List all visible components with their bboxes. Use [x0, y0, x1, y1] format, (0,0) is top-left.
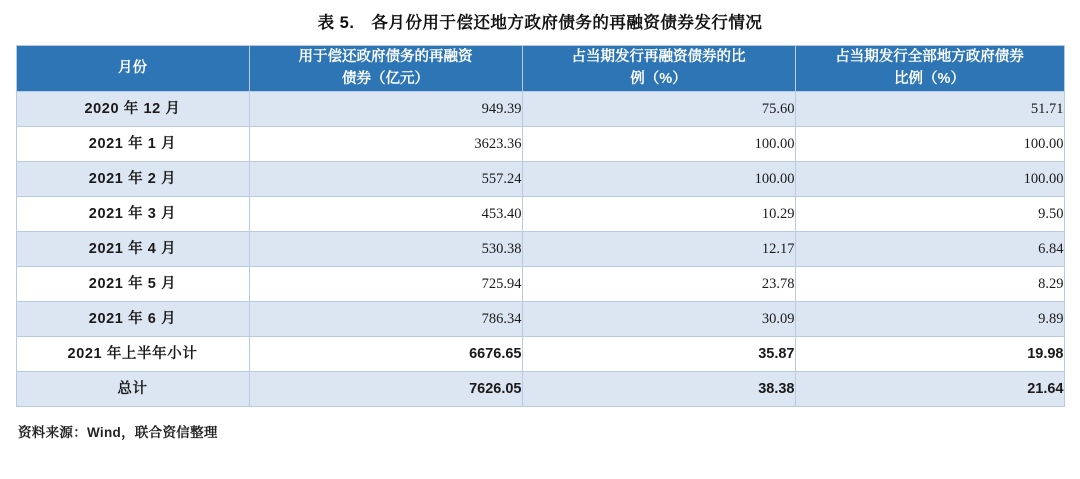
refinancing-bond-table	[16, 45, 1065, 407]
table-row	[16, 91, 1064, 126]
cell-month: 2021 年 6 月	[16, 301, 249, 336]
table-header	[16, 46, 1064, 92]
source-note: 资料来源：Wind，联合资信整理	[18, 424, 218, 440]
cell-ratio-refinancing: 75.60	[522, 91, 795, 126]
cell-ratio-refinancing: 12.17	[522, 231, 795, 266]
table-row	[16, 196, 1064, 231]
cell-amount: 949.39	[249, 91, 522, 126]
table-row	[16, 371, 1064, 406]
column-header-ratio-refinancing-line2: 例（%）	[630, 71, 687, 88]
cell-month: 2021 年 5 月	[16, 266, 249, 301]
page-title: 表 5. 各月份用于偿还地方政府债务的再融资债券发行情况	[317, 14, 763, 32]
cell-ratio-total: 100.00	[795, 126, 1064, 161]
table-row	[16, 266, 1064, 301]
cell-ratio-total: 6.84	[795, 231, 1064, 266]
cell-ratio-total: 9.89	[795, 301, 1064, 336]
cell-amount: 725.94	[249, 266, 522, 301]
cell-month: 2021 年 3 月	[16, 196, 249, 231]
column-header-ratio-total-line1: 占当期发行全部地方政府债券	[835, 49, 1024, 65]
table-body	[16, 91, 1064, 406]
cell-amount: 453.40	[249, 196, 522, 231]
column-header-month	[16, 46, 249, 92]
cell-amount: 530.38	[249, 231, 522, 266]
cell-amount: 6676.65	[249, 336, 522, 371]
column-header-ratio-total	[795, 46, 1064, 92]
cell-ratio-total: 21.64	[795, 371, 1064, 406]
cell-ratio-total: 100.00	[795, 161, 1064, 196]
cell-month: 2021 年 2 月	[16, 161, 249, 196]
table-row	[16, 161, 1064, 196]
cell-ratio-total: 8.29	[795, 266, 1064, 301]
cell-ratio-refinancing: 100.00	[522, 126, 795, 161]
column-header-amount-line2: 债券（亿元）	[342, 71, 429, 88]
cell-ratio-refinancing: 35.87	[522, 336, 795, 371]
cell-ratio-refinancing: 38.38	[522, 371, 795, 406]
cell-ratio-refinancing: 100.00	[522, 161, 795, 196]
cell-ratio-total: 51.71	[795, 91, 1064, 126]
cell-month: 总计	[16, 371, 249, 406]
table-row	[16, 126, 1064, 161]
cell-amount: 557.24	[249, 161, 522, 196]
table-row	[16, 231, 1064, 266]
cell-ratio-refinancing: 30.09	[522, 301, 795, 336]
cell-month: 2021 年 1 月	[16, 126, 249, 161]
cell-month: 2021 年上半年小计	[16, 336, 249, 371]
table-row	[16, 336, 1064, 371]
cell-month: 2021 年 4 月	[16, 231, 249, 266]
cell-ratio-total: 9.50	[795, 196, 1064, 231]
column-header-amount	[249, 46, 522, 92]
cell-ratio-total: 19.98	[795, 336, 1064, 371]
cell-amount: 3623.36	[249, 126, 522, 161]
column-header-month-line1: 月份	[118, 60, 147, 77]
cell-ratio-refinancing: 23.78	[522, 266, 795, 301]
table-header-row	[16, 46, 1064, 92]
cell-ratio-refinancing: 10.29	[522, 196, 795, 231]
cell-amount: 7626.05	[249, 371, 522, 406]
cell-amount: 786.34	[249, 301, 522, 336]
column-header-ratio-refinancing-line1: 占当期发行再融资债券的比	[571, 49, 746, 65]
column-header-ratio-refinancing	[522, 46, 795, 92]
column-header-ratio-total-line2: 比例（%）	[894, 71, 965, 88]
cell-month: 2020 年 12 月	[16, 91, 249, 126]
column-header-amount-line1: 用于偿还政府债务的再融资	[298, 49, 473, 65]
table-row	[16, 301, 1064, 336]
